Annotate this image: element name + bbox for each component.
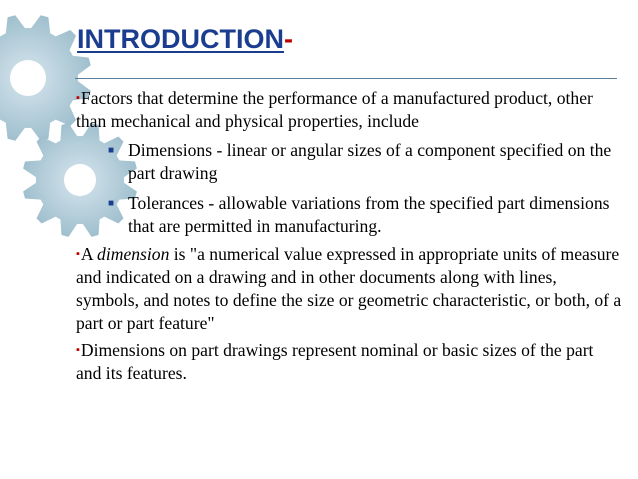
title-text: INTRODUCTION <box>77 24 284 54</box>
bullet-icon: ▪ <box>76 248 80 260</box>
title-dash: - <box>283 24 293 54</box>
bullet-icon: ▪ <box>76 344 80 356</box>
paragraph-nominal-text: Dimensions on part drawings represent nominal or basic sizes of the part and its features. <box>76 340 594 383</box>
paragraph-dimension-definition <box>76 243 622 335</box>
definition-term: dimension <box>97 244 170 264</box>
slide-body <box>76 87 622 385</box>
title-divider <box>75 78 617 79</box>
slide-title <box>77 24 293 55</box>
bullet-icon: ▪ <box>76 92 80 104</box>
definition-rest: is "a numerical value expressed in appropriate units of measure and indicated on a drawing and in other documents along with lines, symbols, and notes to define the size or geometric characteristic, or both, of a part or part feature" <box>76 244 622 333</box>
sub-item-text: Dimensions - linear or angular sizes of a component specified on the part drawing <box>128 140 612 183</box>
sub-bullet-icon: ■ <box>108 145 115 156</box>
definition-prefix: A <box>80 244 98 264</box>
paragraph-nominal-sizes <box>76 339 622 385</box>
sub-item-dimensions <box>76 139 622 185</box>
sub-item-tolerances <box>76 192 622 238</box>
paragraph-factors <box>76 87 622 133</box>
paragraph-factors-text: Factors that determine the performance of a manufactured product, other than mechanical and physical properties, include <box>76 88 593 131</box>
sub-bullet-icon: ■ <box>108 198 115 209</box>
sub-item-text: Tolerances - allowable variations from the specified part dimensions that are permitted in manufacturing. <box>128 193 610 236</box>
